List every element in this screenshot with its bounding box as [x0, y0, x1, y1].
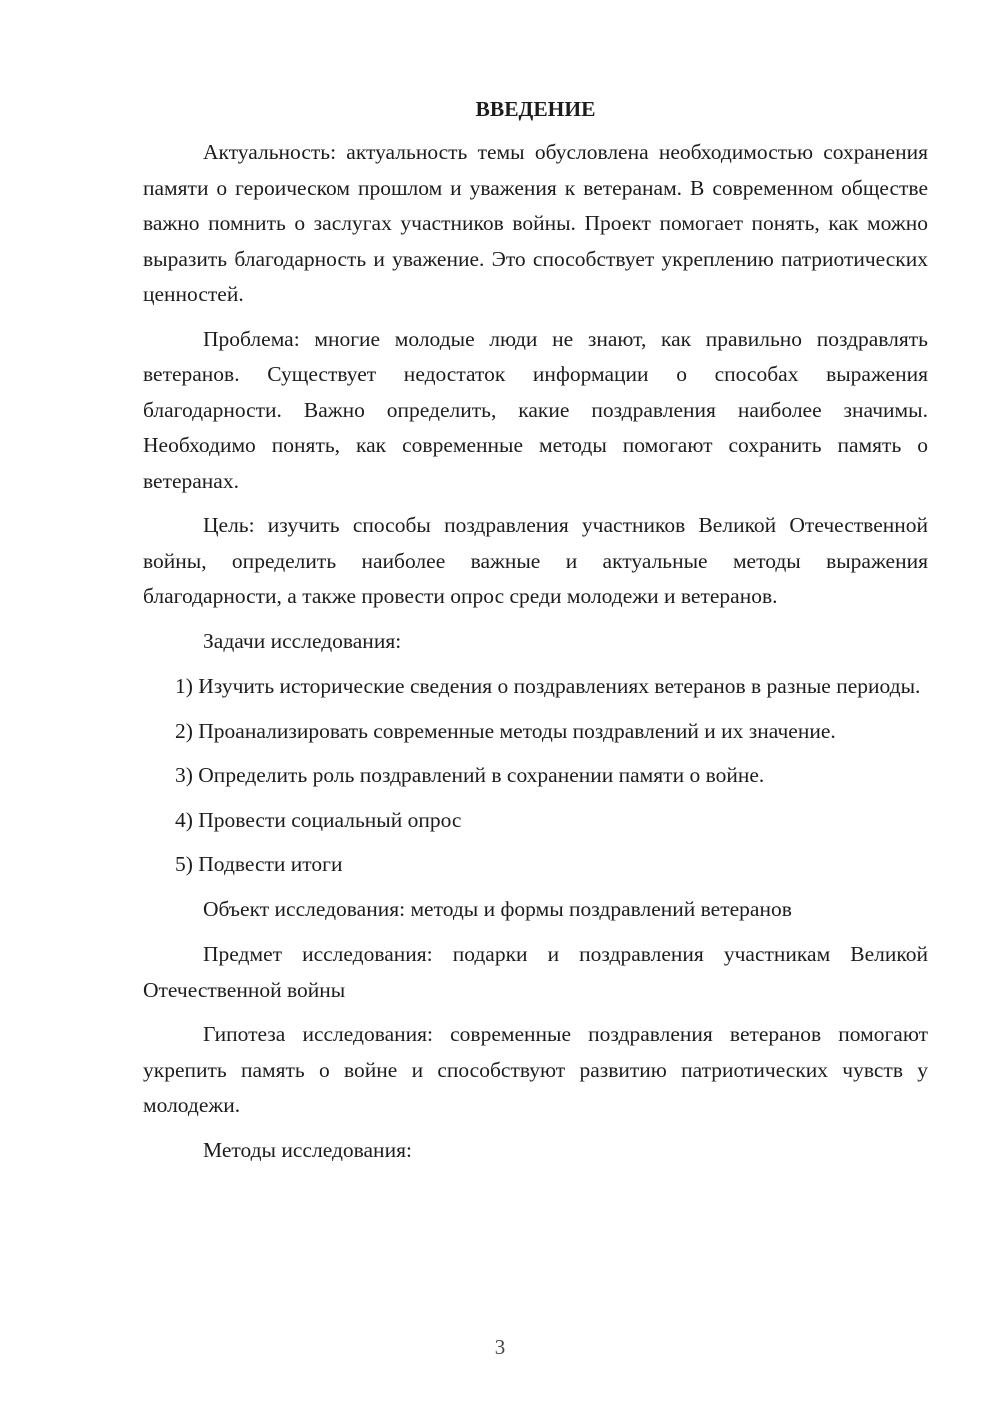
task-item-4: 4) Провести социальный опрос	[175, 807, 462, 832]
paragraph-subject: Предмет исследования: подарки и поздравления участникам Великой Отечественной войны	[143, 942, 928, 1002]
task-item-5: 5) Подвести итоги	[175, 852, 343, 876]
paragraph-tasks-heading: Задачи исследования:	[203, 628, 402, 653]
paragraph-goal: Цель: изучить способы поздравления участников Великой Отечественной войны, определить наиболее важные и актуальные методы выражения благодарности, а также провести опрос среди молодежи и ветеранов.	[143, 513, 928, 608]
section-title: ВВЕДЕНИЕ	[475, 97, 596, 121]
paragraph-object: Объект исследования: методы и формы поздравлений ветеранов	[203, 896, 792, 921]
task-item-3: 3) Определить роль поздравлений в сохранении памяти о войне.	[175, 763, 765, 787]
task-item-1: 1) Изучить исторические сведения о поздравлениях ветеранов в разные периоды.	[175, 674, 921, 698]
page-number: 3	[494, 1335, 506, 1359]
paragraph-methods-heading: Методы исследования:	[203, 1137, 412, 1162]
task-item-2: 2) Проанализировать современные методы поздравлений и их значение.	[175, 718, 836, 743]
paragraph-relevance: Актуальность: актуальность темы обусловлена необходимостью сохранения памяти о героическом прошлом и уважения к ветеранам. В современном обществе важно помнить о заслугах участников войны. Проект помогает понять, как можно выразить благодарность и уважение. Это способствует укреплению патриотических ценностей.	[143, 140, 928, 306]
document-page	[143, 92, 928, 1178]
paragraph-hypothesis: Гипотеза исследования: современные поздравления ветеранов помогают укрепить память о войне и способствуют развитию патриотических чувств у молодежи.	[143, 1022, 928, 1117]
paragraph-problem: Проблема: многие молодые люди не знают, как правильно поздравлять ветеранов. Существует недостаток информации о способах выражения благодарности. Важно определить, какие поздравления наиболее значимы. Необходимо понять, как современные методы помогают сохранить память о ветеранах.	[143, 326, 928, 493]
